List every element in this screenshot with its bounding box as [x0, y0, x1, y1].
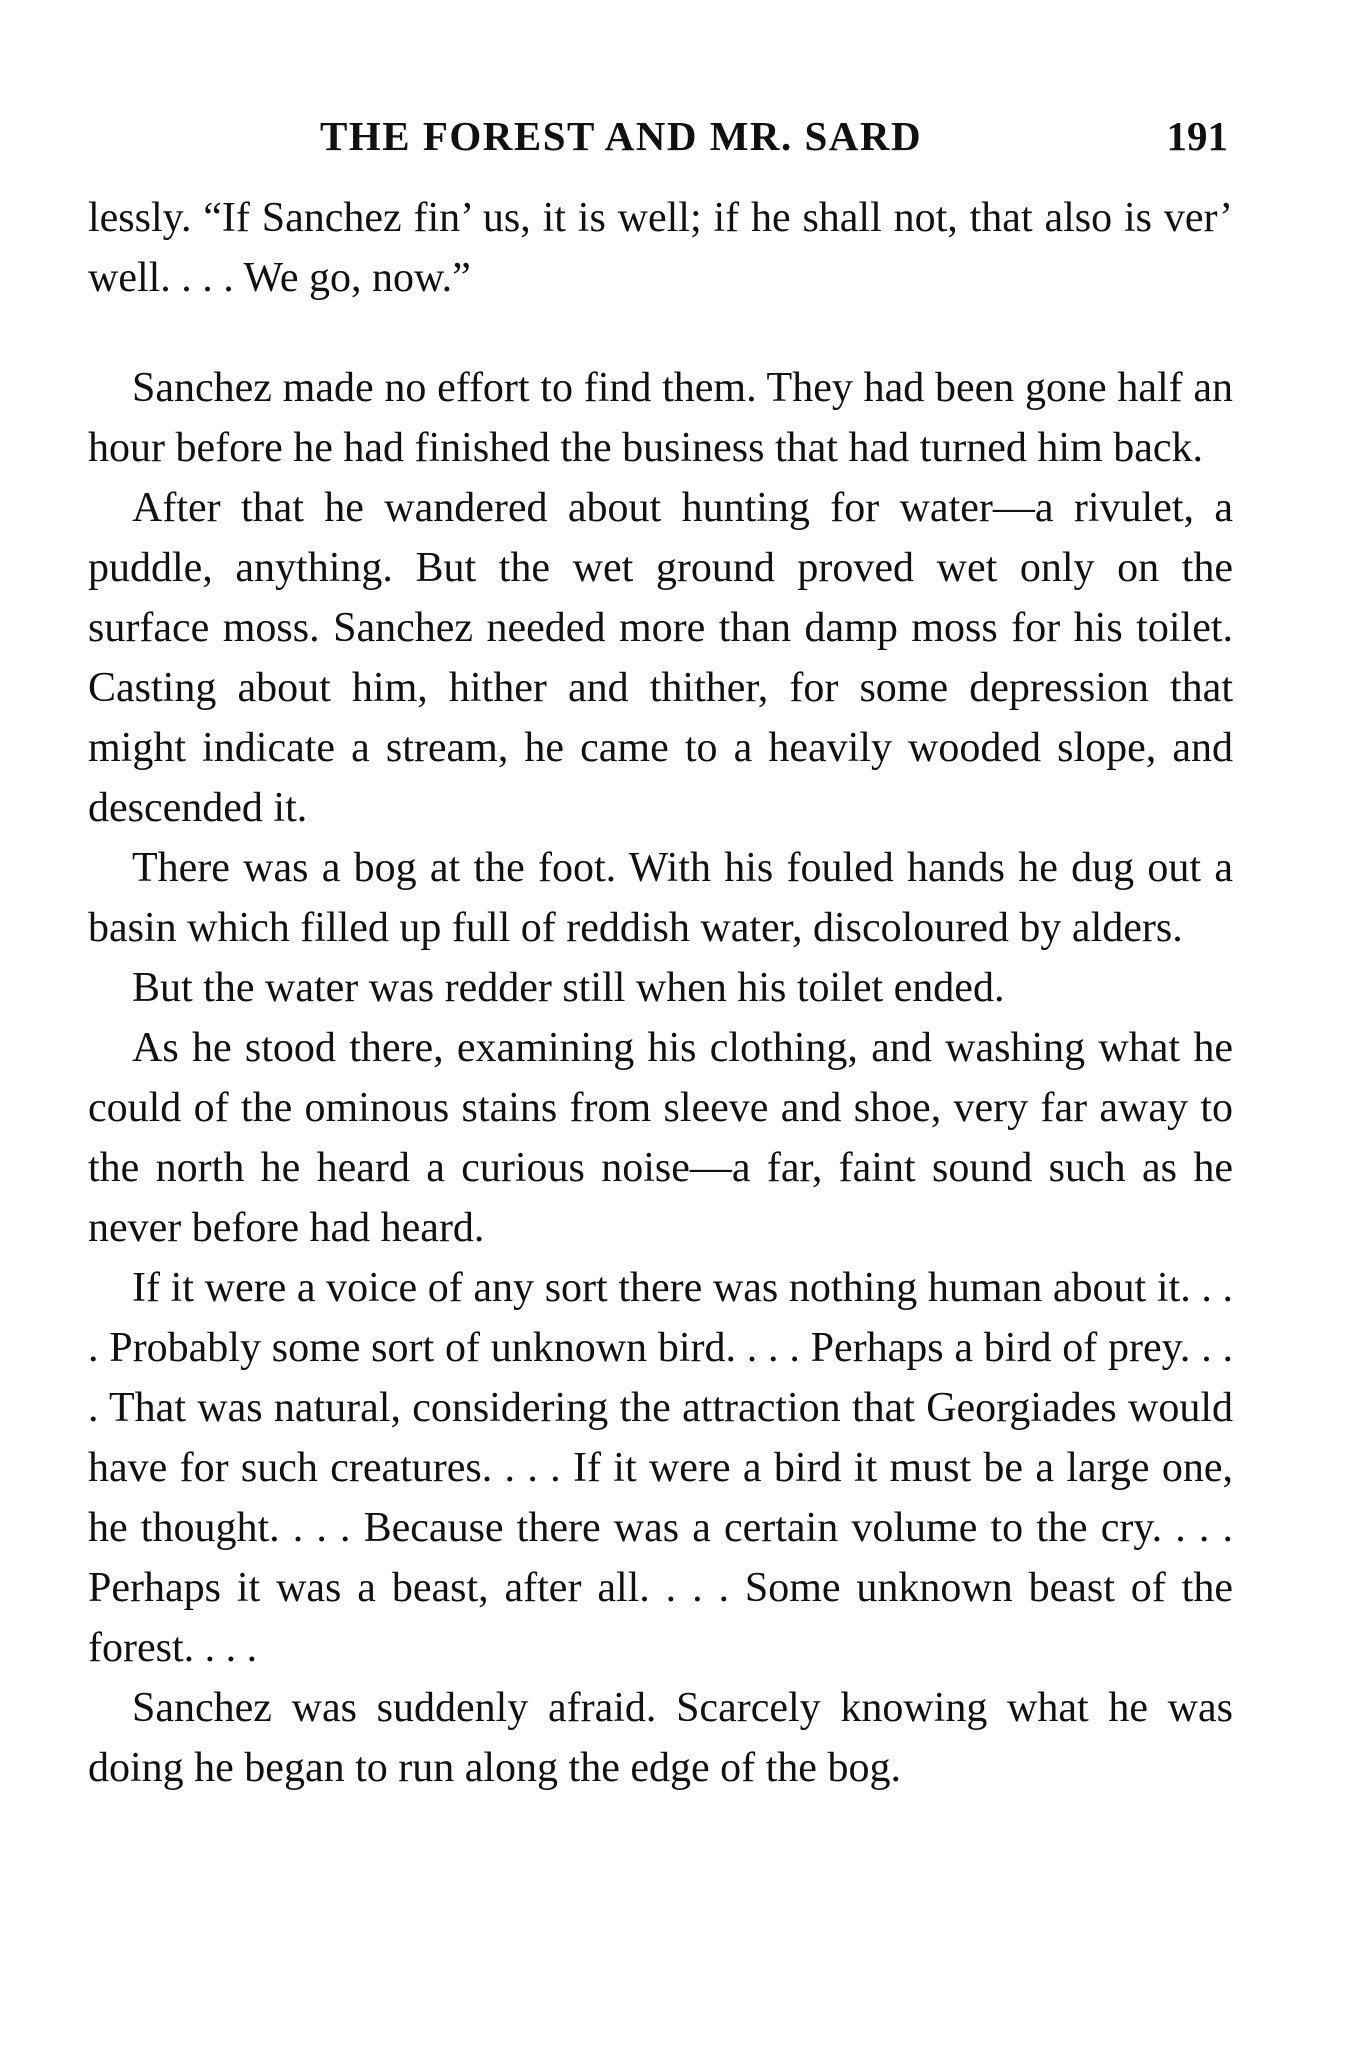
running-head — [90, 112, 1240, 172]
paragraph: If it were a voice of any sort there was nothing human about it. . . . Probably some sort of unknown bird. . . . Perhaps a bird of prey. . . . That was natural, considering the attraction that Georgiades would have for such creatures. . . . If it were a bird it must be a large one, he thought. . . . Because there was a certain volume to the cry. . . . Perhaps it was a beast, after all. . . . Some unknown beast of the forest. . . . — [88, 1265, 1233, 1671]
section-break — [88, 308, 1233, 358]
body-text — [88, 188, 1233, 1798]
paragraph: Sanchez made no effort to find them. They had been gone half an hour before he had finished the business that had turned him back. — [88, 365, 1233, 471]
paragraph-continued: lessly. “If Sanchez fin’ us, it is well; if he shall not, that also is ver’ well. . . . We go, now.” — [88, 195, 1233, 301]
paragraph: Sanchez was suddenly afraid. Scarcely knowing what he was doing he began to run along the edge of the bog. — [88, 1685, 1233, 1791]
running-title: THE FOREST AND MR. SARD — [320, 113, 923, 159]
paragraph: After that he wandered about hunting for water—a rivulet, a puddle, anything. But the wet ground proved wet only on the surface moss. Sanchez needed more than damp moss for his toilet. Casting about him, hither and thither, for some depression that might indicate a stream, he came to a heavily wooded slope, and descended it. — [88, 485, 1233, 831]
paragraph: There was a bog at the foot. With his fouled hands he dug out a basin which filled up full of reddish water, discoloured by alders. — [88, 845, 1233, 951]
paragraph: But the water was redder still when his toilet ended. — [132, 965, 1005, 1011]
paragraph: As he stood there, examining his clothing, and washing what he could of the ominous stains from sleeve and shoe, very far away to the north he heard a curious noise—a far, faint sound such as he never before had heard. — [88, 1025, 1233, 1251]
page-number: 191 — [1166, 113, 1228, 159]
